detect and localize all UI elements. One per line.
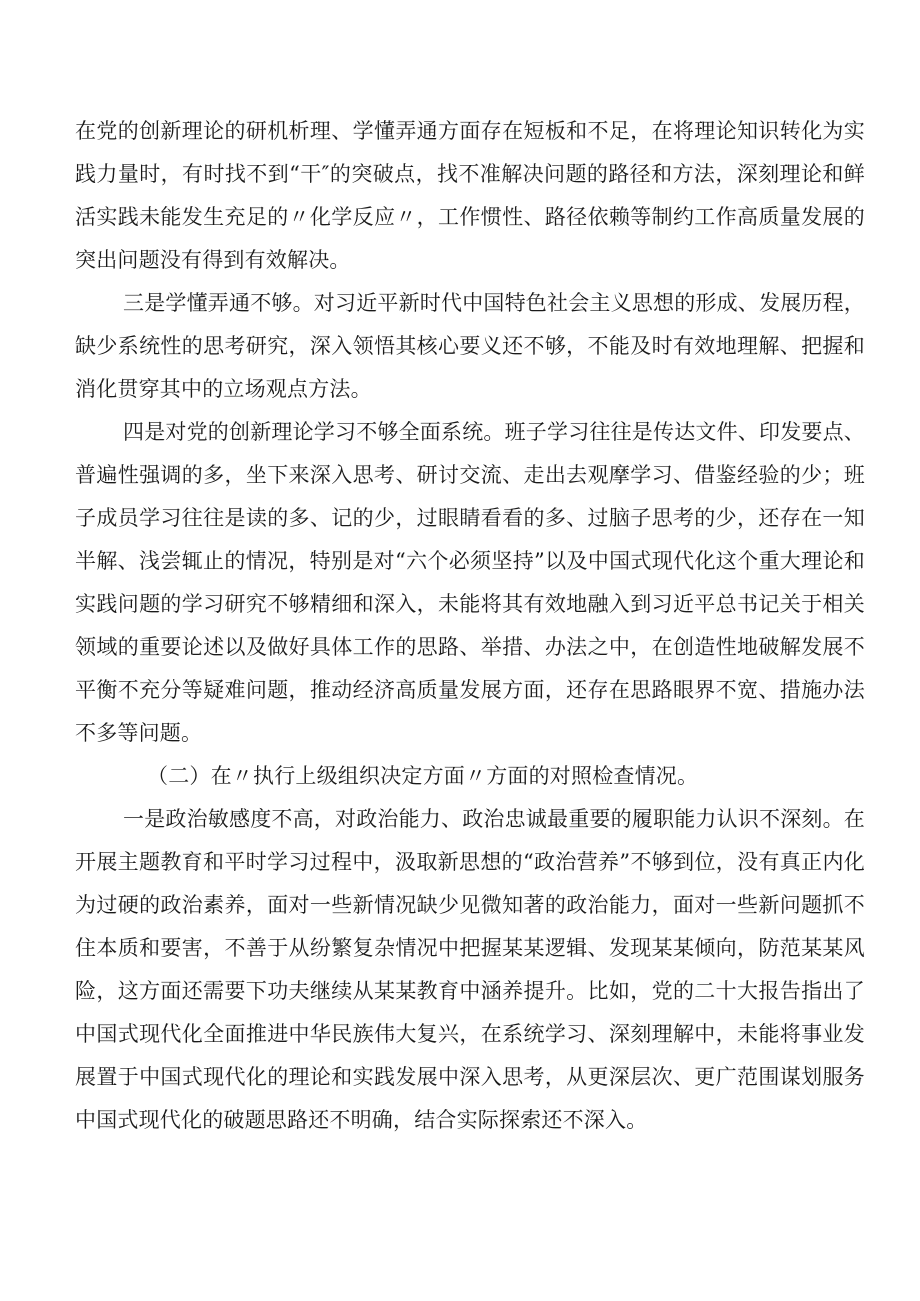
paragraph-point-four: 四是对党的创新理论学习不够全面系统。班子学习往往是传达文件、印发要点、普遍性强调的多，坐下来深入思考、研讨交流、走出去观摩学习、借鉴经验的少；班子成员学习往往是读的多、记的少，过眼睛看看的多、过脑子思考的少，还存在一知半解、浅尝辄止的情况，特别是对“六个必须坚持”以及中国式现代化这个重大理论和实践问题的学习研究不够精细和深入，未能将其有效地融入到习近平总书记关于相关领域的重要论述以及做好具体工作的思路、举措、办法之中，在创造性地破解发展不平衡不充分等疑难问题，推动经济高质量发展方面，还存在思路眼界不宽、措施办法不多等问题。 (75, 420, 865, 745)
document-body (75, 110, 865, 1142)
paragraph-point-one: 一是政治敏感度不高，对政治能力、政治忠诚最重要的履职能力认识不深刻。在开展主题教育和平时学习过程中，汲取新思想的“政治营养”不够到位，没有真正内化为过硬的政治素养，面对一些新情况缺少见微知著的政治能力，面对一些新问题抓不住本质和要害，不善于从纷繁复杂情况中把握某某逻辑、发现某某倾向，防范某某风险，这方面还需要下功夫继续从某某教育中涵养提升。比如，党的二十大报告指出了中国式现代化全面推进中华民族伟大复兴，在系统学习、深刻理解中，未能将事业发展置于中国式现代化的理论和实践发展中深入思考，从更深层次、更广范围谋划服务中国式现代化的破题思路还不明确，结合实际探索还不深入。 (75, 807, 865, 1132)
paragraph-continuation: 在党的创新理论的研机析理、学懂弄通方面存在短板和不足，在将理论知识转化为实践力量时，有时找不到“干″的突破点，找不准解决问题的路径和方法，深刻理论和鲜活实践未能发生充足的〃化学反应〃，工作惯性、路径依赖等制约工作高质量发展的突出问题没有得到有效解决。 (75, 119, 865, 272)
paragraph-point-three: 三是学懂弄通不够。对习近平新时代中国特色社会主义思想的形成、发展历程，缺少系统性的思考研究，深入领悟其核心要义还不够，不能及时有效地理解、把握和消化贯穿其中的立场观点方法。 (75, 291, 865, 401)
section-heading-two: （二）在〃执行上级组织决定方面〃方面的对照检查情况。 (147, 764, 699, 788)
